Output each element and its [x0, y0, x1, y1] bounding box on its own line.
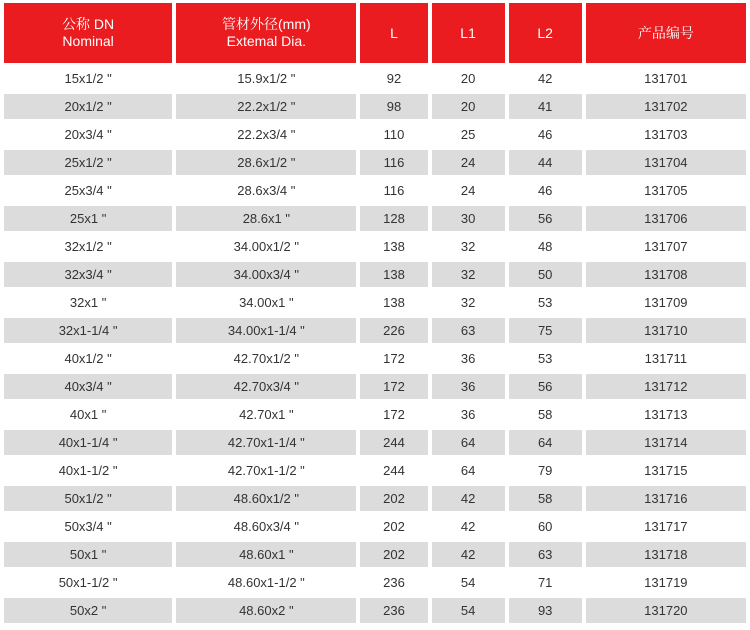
product-code-cell: 131714: [586, 430, 746, 455]
table-row: [4, 94, 746, 119]
nominal-cell: 40x1-1/2 ": [4, 458, 172, 483]
l2-cell: 93: [509, 598, 582, 623]
l2-cell: 60: [509, 514, 582, 539]
table-row: [4, 318, 746, 343]
l1-cell: 20: [432, 66, 505, 91]
table-row: [4, 178, 746, 203]
header-nominal: [4, 3, 172, 63]
product-code-cell: 131702: [586, 94, 746, 119]
l1-cell: 64: [432, 458, 505, 483]
table-row: [4, 346, 746, 371]
nominal-cell: 15x1/2 ": [4, 66, 172, 91]
nominal-cell: 40x1-1/4 ": [4, 430, 172, 455]
product-code-cell: 131715: [586, 458, 746, 483]
header-row: [4, 3, 746, 63]
nominal-cell: 32x1 ": [4, 290, 172, 315]
header-external-dia-en: Extemal Dia.: [226, 33, 307, 49]
table-row: [4, 542, 746, 567]
external-dia-cell: 15.9x1/2 ": [176, 66, 356, 91]
l-cell: 202: [360, 542, 427, 567]
table-body: [4, 66, 746, 623]
product-code-cell: 131703: [586, 122, 746, 147]
table-row: [4, 514, 746, 539]
l1-cell: 63: [432, 318, 505, 343]
l-cell: 236: [360, 598, 427, 623]
table-row: [4, 150, 746, 175]
external-dia-cell: 48.60x3/4 ": [176, 514, 356, 539]
l1-cell: 25: [432, 122, 505, 147]
l1-cell: 36: [432, 346, 505, 371]
l-cell: 116: [360, 178, 427, 203]
external-dia-cell: 34.00x1 ": [176, 290, 356, 315]
l2-cell: 56: [509, 206, 582, 231]
external-dia-cell: 28.6x3/4 ": [176, 178, 356, 203]
l-cell: 172: [360, 374, 427, 399]
l-cell: 236: [360, 570, 427, 595]
l1-cell: 20: [432, 94, 505, 119]
header-nominal-cn: 公称 DN: [62, 16, 115, 32]
header-nominal-en: Nominal: [62, 33, 114, 49]
l2-cell: 64: [509, 430, 582, 455]
product-code-cell: 131717: [586, 514, 746, 539]
l-cell: 138: [360, 290, 427, 315]
nominal-cell: 32x1/2 ": [4, 234, 172, 259]
nominal-cell: 32x1-1/4 ": [4, 318, 172, 343]
table-row: [4, 458, 746, 483]
l1-cell: 30: [432, 206, 505, 231]
l2-cell: 71: [509, 570, 582, 595]
external-dia-cell: 34.00x1/2 ": [176, 234, 356, 259]
product-code-cell: 131704: [586, 150, 746, 175]
l2-cell: 48: [509, 234, 582, 259]
nominal-cell: 40x1/2 ": [4, 346, 172, 371]
external-dia-cell: 48.60x1 ": [176, 542, 356, 567]
table-row: [4, 374, 746, 399]
external-dia-cell: 48.60x1-1/2 ": [176, 570, 356, 595]
l-cell: 244: [360, 458, 427, 483]
external-dia-cell: 34.00x1-1/4 ": [176, 318, 356, 343]
external-dia-cell: 22.2x3/4 ": [176, 122, 356, 147]
external-dia-cell: 28.6x1/2 ": [176, 150, 356, 175]
external-dia-cell: 42.70x1-1/4 ": [176, 430, 356, 455]
l1-cell: 64: [432, 430, 505, 455]
l2-cell: 79: [509, 458, 582, 483]
l2-cell: 46: [509, 178, 582, 203]
header-external-dia: [176, 3, 356, 63]
product-code-cell: 131707: [586, 234, 746, 259]
table-row: [4, 486, 746, 511]
l-cell: 98: [360, 94, 427, 119]
nominal-cell: 25x1/2 ": [4, 150, 172, 175]
nominal-cell: 40x1 ": [4, 402, 172, 427]
external-dia-cell: 48.60x1/2 ": [176, 486, 356, 511]
l-cell: 110: [360, 122, 427, 147]
l2-cell: 42: [509, 66, 582, 91]
table-header: [4, 3, 746, 63]
external-dia-cell: 42.70x3/4 ": [176, 374, 356, 399]
external-dia-cell: 42.70x1-1/2 ": [176, 458, 356, 483]
product-code-cell: 131706: [586, 206, 746, 231]
l-cell: 202: [360, 486, 427, 511]
table-row: [4, 570, 746, 595]
external-dia-cell: 42.70x1 ": [176, 402, 356, 427]
header-l: L: [360, 3, 427, 63]
l-cell: 138: [360, 234, 427, 259]
nominal-cell: 25x3/4 ": [4, 178, 172, 203]
nominal-cell: 20x1/2 ": [4, 94, 172, 119]
product-code-cell: 131718: [586, 542, 746, 567]
l-cell: 128: [360, 206, 427, 231]
header-l1: L1: [432, 3, 505, 63]
l-cell: 116: [360, 150, 427, 175]
table-row: [4, 66, 746, 91]
l1-cell: 32: [432, 262, 505, 287]
l2-cell: 46: [509, 122, 582, 147]
nominal-cell: 20x3/4 ": [4, 122, 172, 147]
l-cell: 172: [360, 402, 427, 427]
l1-cell: 36: [432, 374, 505, 399]
table-row: [4, 122, 746, 147]
l1-cell: 32: [432, 234, 505, 259]
l1-cell: 36: [432, 402, 505, 427]
table-row: [4, 402, 746, 427]
product-code-cell: 131720: [586, 598, 746, 623]
l2-cell: 75: [509, 318, 582, 343]
nominal-cell: 50x1-1/2 ": [4, 570, 172, 595]
nominal-cell: 25x1 ": [4, 206, 172, 231]
table-row: [4, 262, 746, 287]
l-cell: 202: [360, 514, 427, 539]
product-code-cell: 131710: [586, 318, 746, 343]
product-code-cell: 131705: [586, 178, 746, 203]
nominal-cell: 50x2 ": [4, 598, 172, 623]
l1-cell: 42: [432, 486, 505, 511]
product-code-cell: 131716: [586, 486, 746, 511]
nominal-cell: 50x1 ": [4, 542, 172, 567]
external-dia-cell: 48.60x2 ": [176, 598, 356, 623]
l2-cell: 50: [509, 262, 582, 287]
l1-cell: 54: [432, 570, 505, 595]
l2-cell: 58: [509, 402, 582, 427]
l1-cell: 42: [432, 514, 505, 539]
l2-cell: 56: [509, 374, 582, 399]
header-product-code: 产品编号: [586, 3, 746, 63]
l-cell: 92: [360, 66, 427, 91]
product-code-cell: 131711: [586, 346, 746, 371]
product-code-cell: 131719: [586, 570, 746, 595]
l2-cell: 44: [509, 150, 582, 175]
l2-cell: 41: [509, 94, 582, 119]
table-row: [4, 206, 746, 231]
header-external-dia-cn: 管材外径(mm): [222, 16, 311, 32]
l1-cell: 24: [432, 178, 505, 203]
nominal-cell: 32x3/4 ": [4, 262, 172, 287]
table-row: [4, 234, 746, 259]
l1-cell: 42: [432, 542, 505, 567]
l-cell: 172: [360, 346, 427, 371]
l2-cell: 58: [509, 486, 582, 511]
nominal-cell: 40x3/4 ": [4, 374, 172, 399]
external-dia-cell: 22.2x1/2 ": [176, 94, 356, 119]
l-cell: 244: [360, 430, 427, 455]
nominal-cell: 50x1/2 ": [4, 486, 172, 511]
external-dia-cell: 28.6x1 ": [176, 206, 356, 231]
l2-cell: 53: [509, 290, 582, 315]
l2-cell: 63: [509, 542, 582, 567]
table-row: [4, 290, 746, 315]
l-cell: 138: [360, 262, 427, 287]
l1-cell: 54: [432, 598, 505, 623]
l1-cell: 24: [432, 150, 505, 175]
external-dia-cell: 42.70x1/2 ": [176, 346, 356, 371]
product-code-cell: 131708: [586, 262, 746, 287]
l1-cell: 32: [432, 290, 505, 315]
product-code-cell: 131713: [586, 402, 746, 427]
header-l2: L2: [509, 3, 582, 63]
product-code-cell: 131709: [586, 290, 746, 315]
l-cell: 226: [360, 318, 427, 343]
nominal-cell: 50x3/4 ": [4, 514, 172, 539]
l2-cell: 53: [509, 346, 582, 371]
product-code-cell: 131701: [586, 66, 746, 91]
external-dia-cell: 34.00x3/4 ": [176, 262, 356, 287]
table-row: [4, 430, 746, 455]
table-row: [4, 598, 746, 623]
product-code-cell: 131712: [586, 374, 746, 399]
